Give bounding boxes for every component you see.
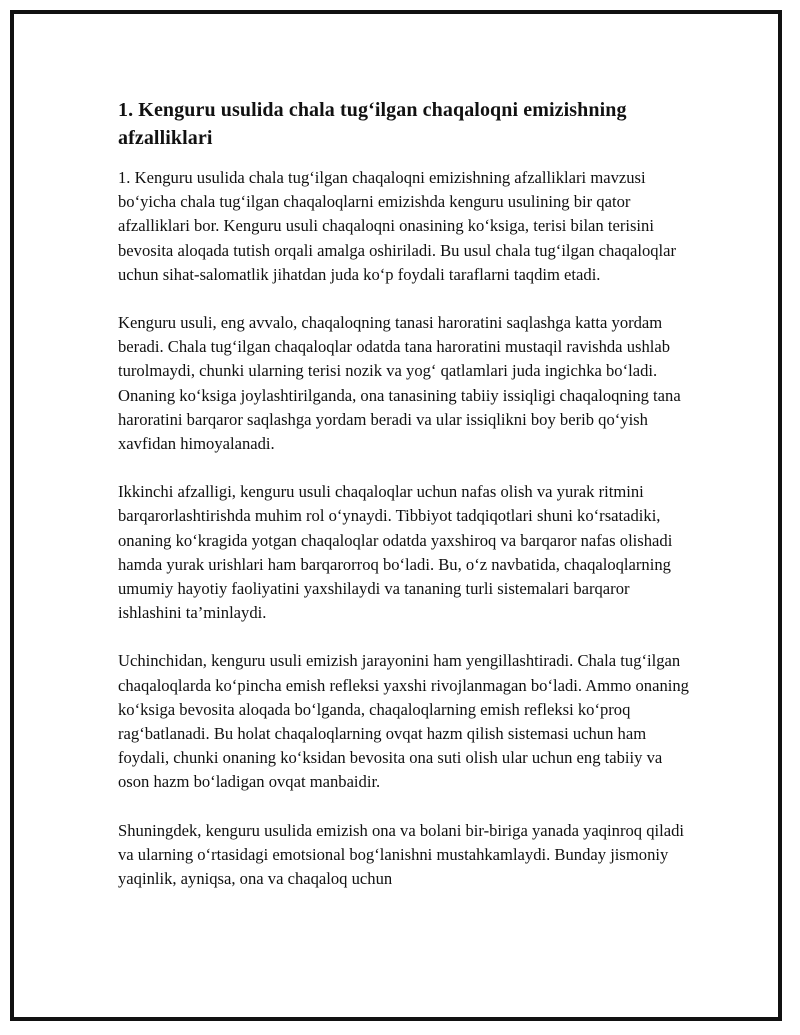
paragraph-5: Shuningdek, kenguru usulida emizish ona va bolani bir-biriga yanada yaqinroq qiladi va ularning o‘rtasidagi emotsional bog‘lanishni mustahkamlaydi. Bunday jismoniy yaqinlik, ayniqsa, ona va chaqaloq uchun — [118, 820, 685, 889]
paragraph-4: Uchinchidan, kenguru usuli emizish jarayonini ham yengillashtiradi. Chala tug‘ilgan chaqaloqlarda ko‘pincha emish refleksi yaxshi rivojlanmagan bo‘ladi. Ammo onaning ko‘ksiga bevosita aloqada bo‘lganda, chaqaloqlarning emish refleksi ko‘proq rag‘batlanadi. Bu holat chaqaloqlarning ovqat hazm qilish sistemasi uchun ham foydali, chunki onaning ko‘ksidan bevosita ona suti olish ular uchun eng tabiiy va oson hazm bo‘ladigan ovqat manbaidir. — [118, 651, 689, 792]
document-title: 1. Kenguru usulida chala tug‘ilgan chaqaloqni emizishning afzalliklari — [118, 99, 627, 149]
document-content — [118, 96, 693, 915]
paragraph-2: Kenguru usuli, eng avvalo, chaqaloqning tanasi haroratini saqlashga katta yordam beradi. Chala tug‘ilgan chaqaloqlar odatda tana haroratini mustaqil ravishda ushlab turolmaydi, chunki ularning terisi nozik va yog‘ qatlamlari juda ingichka bo‘ladi. Onaning ko‘ksiga joylashtirilganda, ona tanasining tabiiy issiqligi chaqaloqning tana haroratini barqaror saqlashga yordam beradi va ular issiqlikni boy berib qo‘yish xavfidan himoyalanadi. — [118, 313, 681, 454]
paragraph-3: Ikkinchi afzalligi, kenguru usuli chaqaloqlar uchun nafas olish va yurak ritmini barqarorlashtirishda muhim rol o‘ynaydi. Tibbiyot tadqiqotlari shuni ko‘rsatadiki, onaning ko‘kragida yotgan chaqaloqlar odatda yaxshiroq va barqaror nafas olishadi hamda yurak urishlari ham barqarorroq bo‘ladi. Bu, o‘z navbatida, chaqaloqlarning umumiy hayotiy faoliyatini yaxshilaydi va tananing turli sistemalari barqaror ishlashini ta’minlaydi. — [118, 482, 673, 623]
paragraph-1: 1. Kenguru usulida chala tug‘ilgan chaqaloqni emizishning afzalliklari mavzusi bo‘yicha chala tug‘ilgan chaqaloqlarni emizishda kenguru usulining bir qator afzalliklari bor. Kenguru usuli chaqaloqni onasining ko‘ksiga, terisi bilan terisini bevosita aloqada tutish orqali amalga oshiriladi. Bu usul chala tug‘ilgan chaqaloqlar uchun sihat-salomatlik jihatdan juda ko‘p foydali taraflarni taqdim etadi. — [118, 168, 677, 284]
